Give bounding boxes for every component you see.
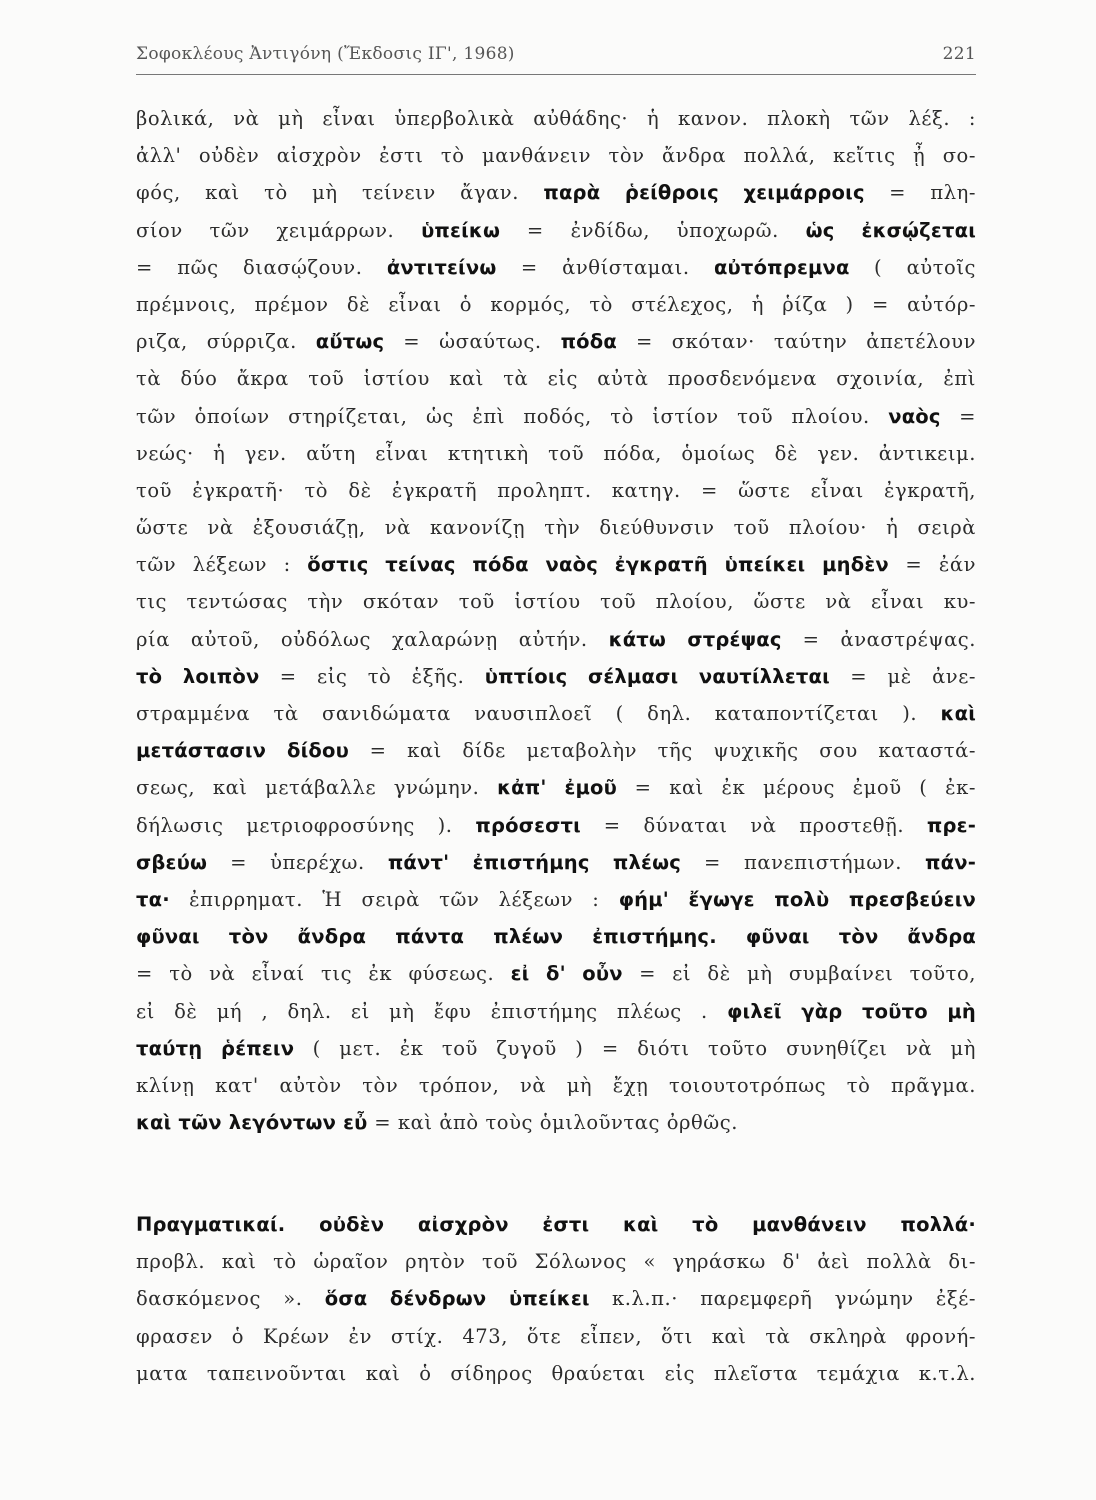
- gloss-text: = ὡσαύτως.: [384, 330, 561, 354]
- text-line: [136, 323, 976, 360]
- lemma: φῦναι τὸν ἄνδρα πάντα πλέων ἐπιστήμης. φῦναι τὸν ἄνδρα: [136, 925, 976, 949]
- gloss-text: = πλη-: [864, 181, 976, 205]
- lemma: πάντ' ἐπιστήμης πλέως: [387, 850, 682, 874]
- gloss-text: ὥστε νὰ ἐξουσιάζῃ, νὰ κανονίζῃ τὴν διεύθυνσιν τοῦ πλοίου· ἡ σειρὰ: [136, 516, 976, 540]
- text-line: [136, 212, 976, 249]
- gloss-text: = ἐάν: [888, 553, 976, 577]
- text-line: [136, 1030, 976, 1067]
- text-line: [136, 472, 976, 509]
- lemma: τὸ λοιπὸν: [136, 664, 260, 688]
- lemma: κάτω στρέψας: [608, 627, 782, 651]
- gloss-text: = σκόταν· ταύτην ἀπετέλουν: [616, 330, 976, 354]
- text-line: [136, 918, 976, 955]
- gloss-text: ματα ταπεινοῦνται καὶ ὁ σίδηρος θραύεται εἰς πλεῖστα τεμάχια κ.τ.λ.: [136, 1361, 976, 1385]
- gloss-text: σεως, καὶ μετάβαλλε γνώμην.: [136, 776, 498, 800]
- gloss-text: ( μετ. ἐκ τοῦ ζυγοῦ ) = διότι τοῦτο συνηθίζει νὰ μὴ: [294, 1036, 976, 1060]
- header-rule: [136, 74, 976, 75]
- running-header-title: Σοφοκλέους Ἀντιγόνη (Ἔκδοσις ΙΓ', 1968): [136, 44, 515, 64]
- lemma: πάν-: [925, 850, 976, 874]
- text-line: [136, 546, 976, 583]
- text-line: [136, 621, 976, 658]
- gloss-text: = καὶ ἐκ μέρους ἐμοῦ ( ἐκ-: [617, 776, 976, 800]
- text-line: [136, 955, 976, 992]
- text-line: [136, 137, 976, 174]
- running-header: [136, 36, 976, 76]
- gloss-text: = καὶ ἀπὸ τοὺς ὁμιλοῦντας ὀρθῶς.: [367, 1111, 738, 1135]
- text-line: [136, 844, 976, 881]
- gloss-text: σίον τῶν χειμάρρων.: [136, 218, 422, 242]
- lemma: ὑπείκω: [421, 218, 501, 242]
- text-line: [136, 1280, 976, 1317]
- gloss-text: = δύναται νὰ προστεθῇ.: [580, 813, 927, 837]
- text-line: [136, 435, 976, 472]
- text-line: [136, 881, 976, 918]
- lemma: καὶ: [940, 702, 976, 725]
- gloss-text: = ἐνδίδω, ὑποχωρῶ.: [500, 218, 806, 242]
- lemma: φήμ' ἔγωγε πολὺ πρεσβεύειν: [618, 887, 976, 911]
- text-line: [136, 583, 976, 620]
- text-line: [136, 1104, 976, 1141]
- gloss-text: δήλωσις μετριοφροσύνης ).: [136, 813, 476, 837]
- text-line: [136, 509, 976, 546]
- gloss-text: = ἀναστρέψας.: [781, 627, 976, 651]
- text-line: [136, 732, 976, 769]
- lemma: φιλεῖ γὰρ τοῦτο μὴ: [727, 999, 976, 1023]
- page-number: 221: [942, 44, 976, 64]
- commentary-block: [136, 100, 976, 1141]
- gloss-text: = πανεπιστήμων.: [681, 850, 925, 874]
- lemma: ναὸς: [888, 404, 941, 428]
- text-line: [136, 695, 976, 732]
- lemma: εἰ δ' οὖν: [510, 962, 623, 986]
- gloss-text: = τὸ νὰ εἶναί τις ἐκ φύσεως.: [136, 962, 511, 986]
- gloss-text: φρασεν ὁ Κρέων ἐν στίχ. 473, ὅτε εἶπεν, ὅτι καὶ τὰ σκληρὰ φρονή-: [136, 1324, 976, 1348]
- lemma: κἀπ' ἐμοῦ: [497, 776, 618, 800]
- lemma: ὡς ἐκσῴζεται: [805, 218, 976, 242]
- gloss-text: κλίνῃ κατ' αὐτὸν τὸν τρόπον, νὰ μὴ ἔχῃ τοιουτοτρόπως τὸ πρᾶγμα.: [136, 1073, 976, 1097]
- lemma: ἀντιτείνω: [386, 255, 497, 279]
- gloss-text: ἐπιρρηματ. Ἡ σειρὰ τῶν λέξεων :: [169, 887, 619, 911]
- text-line: [136, 1243, 976, 1280]
- text-line: [136, 658, 976, 695]
- gloss-text: = ὑπερέχω.: [207, 850, 388, 874]
- lemma: πρόσεστι: [475, 813, 581, 837]
- pragmatikai-note: [136, 1206, 976, 1392]
- gloss-text: ( αὐτοῖς: [849, 255, 976, 279]
- gloss-text: ἀλλ' οὐδὲν αἰσχρὸν ἐστι τὸ μανθάνειν τὸν ἄνδρα πολλά, κεἴτις ᾖ σο-: [136, 144, 976, 168]
- text-line: [136, 100, 976, 137]
- gloss-text: = εἰς τὸ ἑξῆς.: [259, 664, 485, 688]
- gloss-text: στραμμένα τὰ σανιδώματα ναυσιπλοεῖ ( δηλ. καταποντίζεται ).: [136, 702, 941, 725]
- text-line: [136, 807, 976, 844]
- lemma: πόδα: [560, 330, 617, 354]
- gloss-text: τῶν λέξεων :: [136, 553, 308, 577]
- gloss-text: δασκόμενος ».: [136, 1287, 325, 1311]
- lemma: μετάστασιν δίδου: [136, 739, 349, 763]
- lemma: καὶ τῶν λεγόντων εὖ: [136, 1111, 368, 1135]
- lemma: πρε-: [926, 813, 976, 837]
- text-line: [136, 1355, 976, 1392]
- gloss-text: τὰ δύο ἄκρα τοῦ ἱστίου καὶ τὰ εἰς αὐτὰ προσδενόμενα σχοινία, ἐπὶ: [136, 367, 976, 391]
- lemma: τα·: [136, 887, 170, 911]
- lemma: αὔτως: [315, 330, 385, 354]
- text-line: [136, 360, 976, 397]
- gloss-text: νεώς· ἡ γεν. αὕτη εἶναι κτητικὴ τοῦ πόδα, ὁμοίως δὲ γεν. ἀντικειμ.: [136, 441, 976, 465]
- gloss-text: τοῦ ἐγκρατῆ· τὸ δὲ ἐγκρατῆ προληπτ. κατηγ. = ὥστε εἶναι ἐγκρατῆ,: [136, 478, 976, 502]
- gloss-text: κ.λ.π.· παρεμφερῆ γνώμην ἐξέ-: [589, 1287, 976, 1311]
- gloss-text: πρέμνοις, πρέμον δὲ εἶναι ὁ κορμός, τὸ στέλεχος, ἡ ῥίζα ) = αὐτόρ-: [136, 292, 976, 316]
- text-line: [136, 174, 976, 211]
- lemma: παρὰ ῥείθροις χειμάρροις: [543, 181, 865, 205]
- text-line: [136, 249, 976, 286]
- lemma: αὐτόπρεμνα: [713, 255, 850, 279]
- text-line: [136, 1067, 976, 1104]
- text-line: [136, 769, 976, 806]
- gloss-text: προβλ. καὶ τὸ ὡραῖον ρητὸν τοῦ Σόλωνος « γηράσκω δ' ἀεὶ πολλὰ δι-: [136, 1250, 976, 1274]
- gloss-text: = μὲ ἀνε-: [829, 664, 976, 688]
- lemma: ὅσα δένδρων ὑπείκει: [324, 1287, 590, 1311]
- gloss-text: = εἰ δὲ μὴ συμβαίνει τοῦτο,: [622, 962, 976, 986]
- gloss-text: =: [940, 404, 976, 428]
- lemma: ταύτῃ ῥέπειν: [136, 1036, 295, 1060]
- gloss-text: ρία αὐτοῦ, οὐδόλως χαλαρώνῃ αὐτήν.: [136, 627, 609, 651]
- text-line: [136, 398, 976, 435]
- gloss-text: = πῶς διασῴζουν.: [136, 255, 387, 279]
- gloss-text: τις τεντώσας τὴν σκόταν τοῦ ἱστίου τοῦ πλοίου, ὥστε νὰ εἶναι κυ-: [136, 590, 976, 614]
- gloss-text: ριζα, σύρριζα.: [136, 330, 316, 354]
- text-line: [136, 1206, 976, 1243]
- lemma: σβεύω: [136, 850, 208, 874]
- lemma: ὅστις τείνας πόδα ναὸς ἐγκρατῆ ὑπείκει μηδὲν: [307, 553, 889, 577]
- gloss-text: εἰ δὲ μή , δηλ. εἰ μὴ ἔφυ ἐπιστήμης πλέως .: [136, 999, 728, 1023]
- lemma: ὑπτίοις σέλμασι ναυτίλλεται: [484, 664, 830, 688]
- gloss-text: βολικά, νὰ μὴ εἶναι ὑπερβολικὰ αὐθάδης· ἡ κανον. πλοκὴ τῶν λέξ. :: [136, 107, 976, 130]
- gloss-text: = ἀνθίσταμαι.: [496, 255, 714, 279]
- gloss-text: τῶν ὁποίων στηρίζεται, ὡς ἐπὶ ποδός, τὸ ἱστίον τοῦ πλοίου.: [136, 404, 889, 428]
- text-line: [136, 286, 976, 323]
- lemma: Πραγματικαί. οὐδὲν αἰσχρὸν ἐστι καὶ τὸ μανθάνειν πολλά·: [136, 1213, 976, 1236]
- text-line: [136, 993, 976, 1030]
- gloss-text: φός, καὶ τὸ μὴ τείνειν ἄγαν.: [136, 181, 544, 205]
- gloss-text: = καὶ δίδε μεταβολὴν τῆς ψυχικῆς σου καταστά-: [348, 739, 976, 763]
- text-line: [136, 1318, 976, 1355]
